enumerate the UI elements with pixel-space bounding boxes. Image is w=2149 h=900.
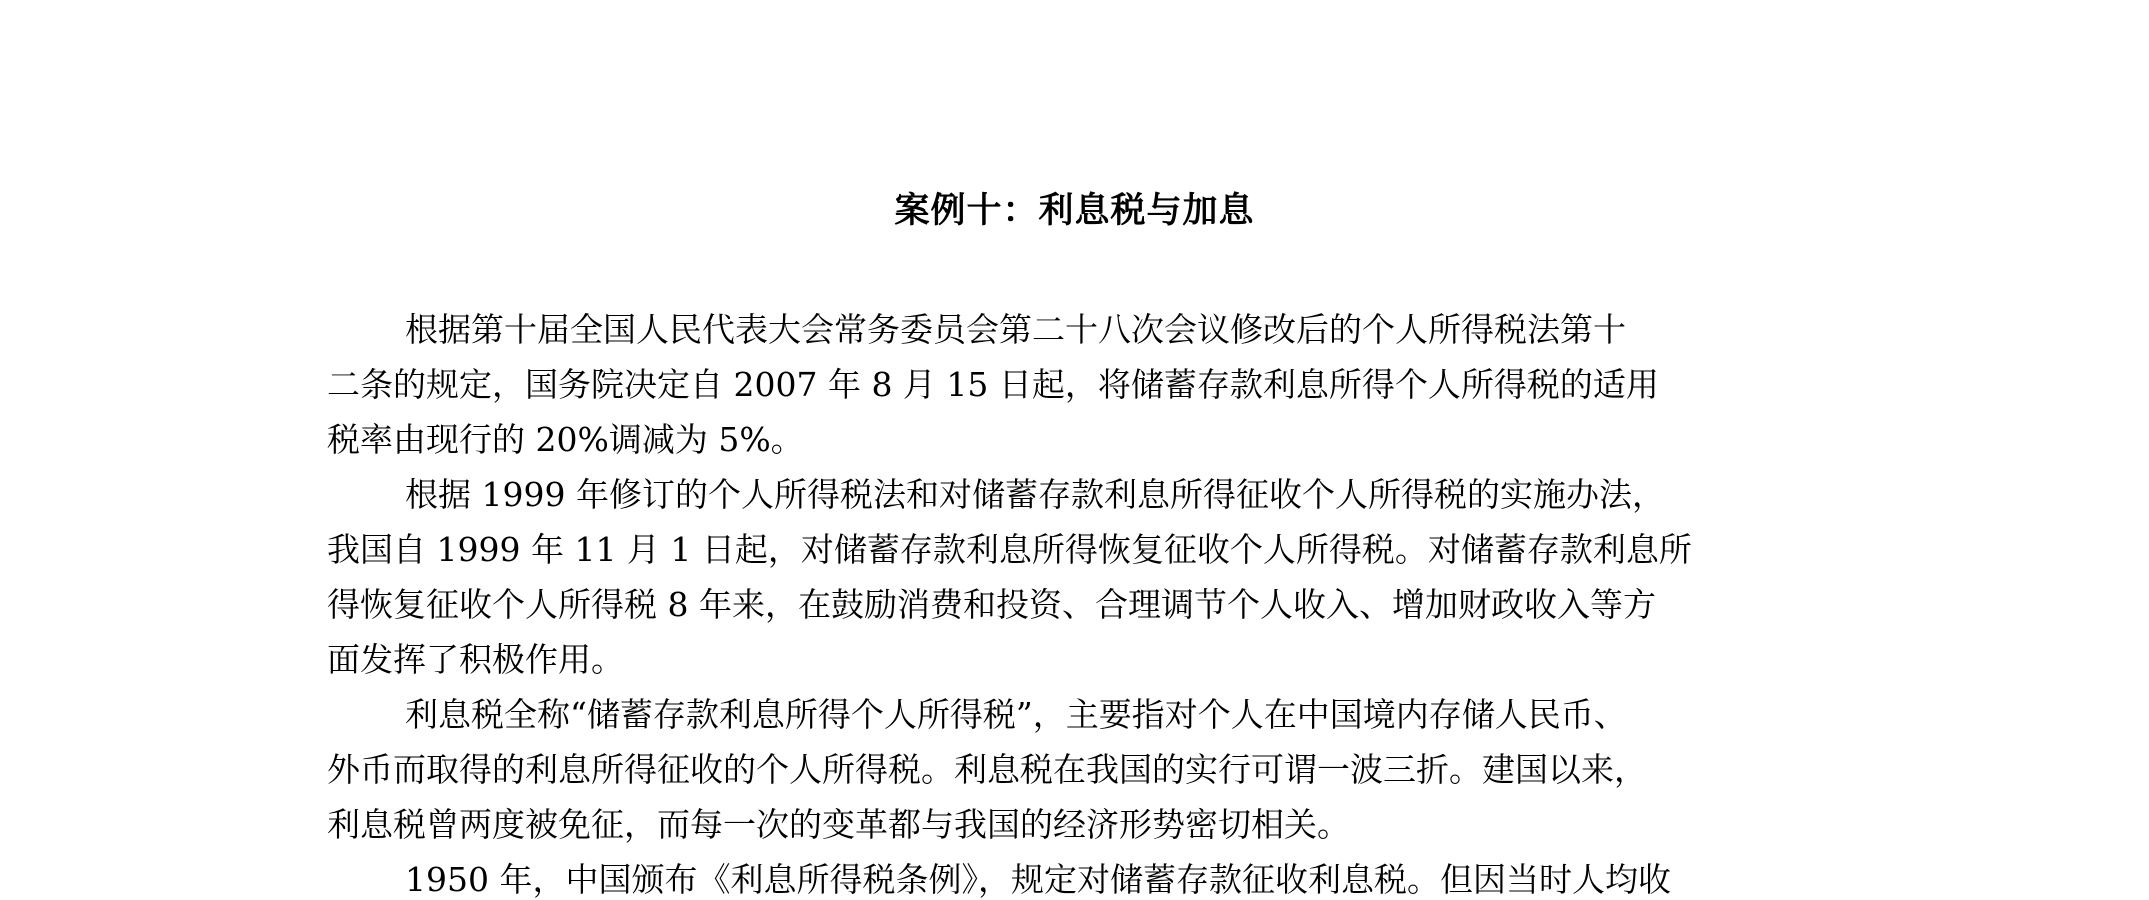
paragraph-2 bbox=[327, 467, 1857, 687]
text-line: 根据第十届全国人民代表大会常务委员会第二十八次会议修改后的个人所得税法第十 bbox=[405, 310, 1626, 349]
text-line: 外币而取得的利息所得征收的个人所得税。利息税在我国的实行可谓一波三折。建国以来， bbox=[327, 750, 1647, 789]
text-line: 税率由现行的 20%调减为 5%。 bbox=[327, 420, 804, 459]
document-body bbox=[327, 302, 1857, 900]
text-line: 利息税曾两度被免征，而每一次的变革都与我国的经济形势密切相关。 bbox=[327, 805, 1350, 844]
text-line: 二条的规定，国务院决定自 2007 年 8 月 15 日起，将储蓄存款利息所得个人所得税的适用 bbox=[327, 365, 1659, 404]
text-line: 得恢复征收个人所得税 8 年来，在鼓励消费和投资、合理调节个人收入、增加财政收入等方 bbox=[327, 585, 1656, 624]
paragraph-3 bbox=[327, 687, 1857, 852]
text-line: 1950 年，中国颁布《利息所得税条例》，规定对储蓄存款征收利息税。但因当时人均收 bbox=[405, 860, 1671, 899]
text-line: 利息税全称“储蓄存款利息所得个人所得税”，主要指对个人在中国境内存储人民币、 bbox=[405, 695, 1627, 734]
paragraph-1 bbox=[327, 302, 1857, 467]
text-line: 我国自 1999 年 11 月 1 日起，对储蓄存款利息所得恢复征收个人所得税。对储蓄存款利息所 bbox=[327, 530, 1692, 569]
document-title: 案例十：利息税与加息 bbox=[894, 191, 1255, 231]
text-line: 根据 1999 年修订的个人所得税法和对储蓄存款利息所得征收个人所得税的实施办法， bbox=[405, 475, 1665, 514]
paragraph-4 bbox=[327, 852, 1857, 900]
text-line: 面发挥了积极作用。 bbox=[327, 640, 624, 679]
